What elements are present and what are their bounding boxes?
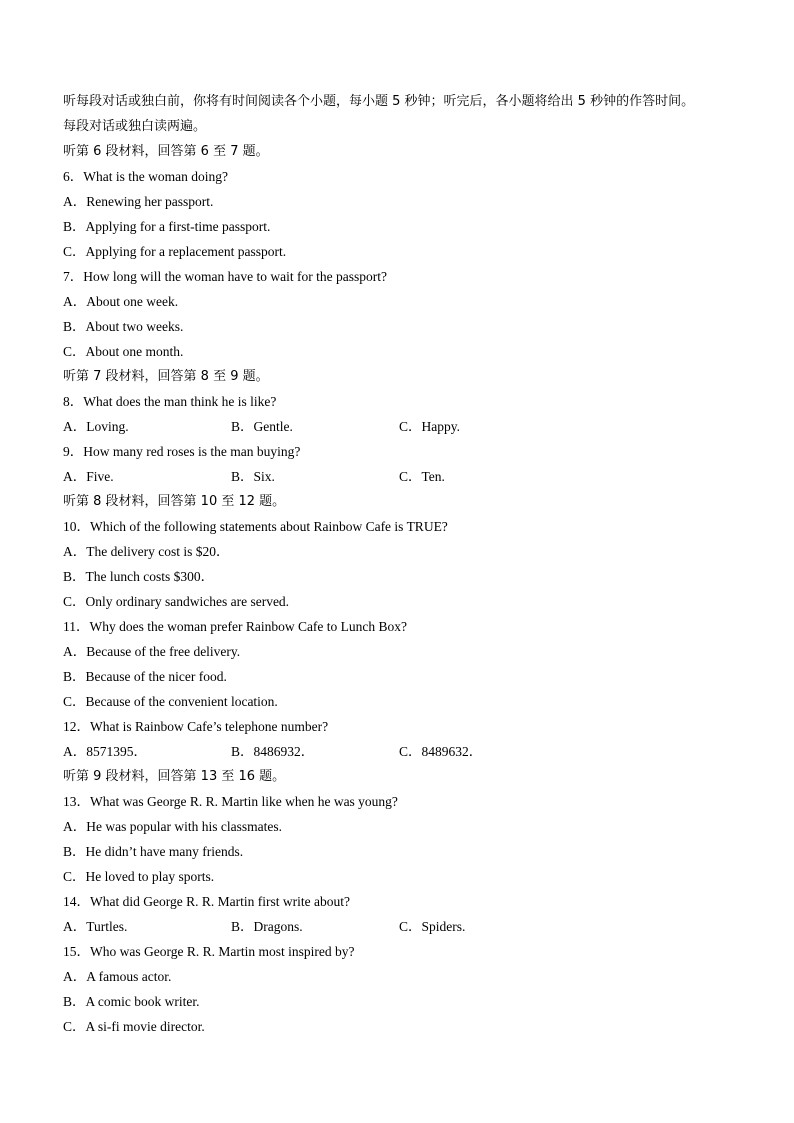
question-6-option-b: B．Applying for a first-time passport. (63, 219, 271, 234)
listening-section (63, 89, 753, 1039)
question-14-option-a: A．Turtles. (63, 919, 128, 934)
section-6-header: 听第 6 段材料，回答第 6 至 7 题。 (63, 144, 269, 159)
question-9-options (63, 464, 753, 489)
question-6-option-c: C．Applying for a replacement passport. (63, 244, 287, 259)
question-14-options (63, 914, 753, 939)
question-11-option-a: A．Because of the free delivery. (63, 644, 241, 659)
section-9-header: 听第 9 段材料，回答第 13 至 16 题。 (63, 769, 286, 784)
question-10-option-a: A．The delivery cost is $20． (63, 544, 230, 559)
question-7-option-b: B．About two weeks. (63, 319, 184, 334)
question-10-option-b: B．The lunch costs $300． (63, 569, 215, 584)
question-12-stem: 12．What is Rainbow Cafe’s telephone number? (63, 719, 329, 734)
question-10-option-c: C．Only ordinary sandwiches are served. (63, 594, 290, 609)
question-9-option-a: A．Five. (63, 469, 114, 484)
instructions-line-2: 每段对话或独白读两遍。 (63, 119, 207, 134)
question-9-stem: 9．How many red roses is the man buying? (63, 444, 301, 459)
question-6-stem: 6．What is the woman doing? (63, 169, 228, 184)
question-12-option-a: A．8571395． (63, 744, 147, 759)
question-15-option-b: B．A comic book writer. (63, 994, 200, 1009)
question-6-option-a: A．Renewing her passport. (63, 194, 214, 209)
question-13-stem: 13．What was George R. R. Martin like when he was young? (63, 794, 398, 809)
question-12-option-b: B．8486932． (231, 744, 315, 759)
section-8-header: 听第 8 段材料，回答第 10 至 12 题。 (63, 494, 286, 509)
question-7-option-a: A．About one week. (63, 294, 179, 309)
question-11-stem: 11．Why does the woman prefer Rainbow Cafe to Lunch Box? (63, 619, 408, 634)
question-8-options (63, 414, 753, 439)
question-8-option-a: A．Loving. (63, 419, 129, 434)
section-7-header: 听第 7 段材料，回答第 8 至 9 题。 (63, 369, 269, 384)
question-15-option-a: A．A famous actor. (63, 969, 172, 984)
question-7-option-c: C．About one month. (63, 344, 184, 359)
question-12-option-c: C．8489632． (399, 744, 483, 759)
question-8-stem: 8．What does the man think he is like? (63, 394, 277, 409)
question-8-option-c: C．Happy. (399, 419, 460, 434)
question-14-option-c: C．Spiders. (399, 919, 466, 934)
question-15-stem: 15．Who was George R. R. Martin most inspired by? (63, 944, 355, 959)
question-7-stem: 7．How long will the woman have to wait for the passport? (63, 269, 387, 284)
question-13-option-b: B．He didn’t have many friends. (63, 844, 244, 859)
question-13-option-c: C．He loved to play sports. (63, 869, 215, 884)
question-8-option-b: B．Gentle. (231, 419, 293, 434)
question-14-option-b: B．Dragons. (231, 919, 303, 934)
question-9-option-c: C．Ten. (399, 469, 445, 484)
question-12-options (63, 739, 753, 764)
question-11-option-c: C．Because of the convenient location. (63, 694, 278, 709)
question-9-option-b: B．Six. (231, 469, 275, 484)
instructions-line-1: 听每段对话或独白前，你将有时间阅读各个小题，每小题 5 秒钟；听完后，各小题将给出 5 秒钟的作答时间。 (63, 94, 695, 109)
question-15-option-c: C．A si-fi movie director. (63, 1019, 205, 1034)
question-11-option-b: B．Because of the nicer food. (63, 669, 227, 684)
question-14-stem: 14．What did George R. R. Martin first write about? (63, 894, 350, 909)
question-13-option-a: A．He was popular with his classmates. (63, 819, 282, 834)
question-10-stem: 10．Which of the following statements about Rainbow Cafe is TRUE? (63, 519, 448, 534)
